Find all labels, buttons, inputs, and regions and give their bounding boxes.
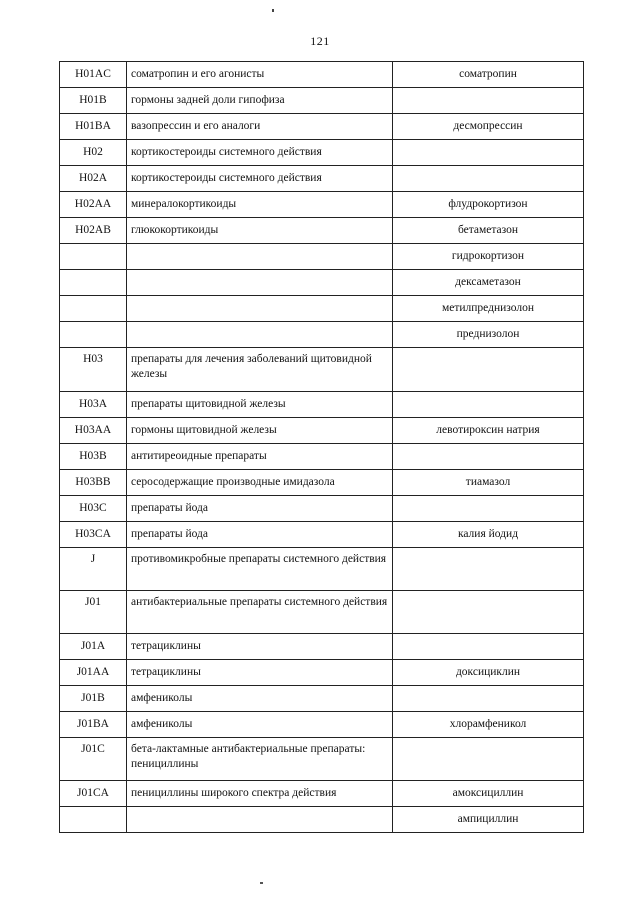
drug-name-cell: соматропин bbox=[393, 62, 584, 88]
page-number: 121 bbox=[310, 34, 330, 48]
drug-name-cell bbox=[393, 88, 584, 114]
table-row bbox=[60, 348, 584, 392]
table-row bbox=[60, 322, 584, 348]
table-row bbox=[60, 807, 584, 833]
drug-name-cell bbox=[393, 738, 584, 781]
group-name-cell: препараты йода bbox=[127, 522, 393, 548]
group-name-cell: бета-лактамные антибактериальные препараты: пенициллины bbox=[127, 738, 393, 781]
group-name-cell: противомикробные препараты системного действия bbox=[127, 548, 393, 591]
table-row bbox=[60, 88, 584, 114]
group-name-cell: глюкокортикоиды bbox=[127, 218, 393, 244]
table-row bbox=[60, 444, 584, 470]
atc-code-cell: H03B bbox=[60, 444, 127, 470]
group-name-cell: вазопрессин и его аналоги bbox=[127, 114, 393, 140]
atc-code-cell: H02AB bbox=[60, 218, 127, 244]
table-row bbox=[60, 496, 584, 522]
drug-name-cell bbox=[393, 348, 584, 392]
drug-name-cell: ампициллин bbox=[393, 807, 584, 833]
group-name-cell bbox=[127, 244, 393, 270]
drug-name-cell: амоксициллин bbox=[393, 781, 584, 807]
drug-name-cell bbox=[393, 392, 584, 418]
group-name-cell bbox=[127, 322, 393, 348]
table-row bbox=[60, 418, 584, 444]
drug-name-cell bbox=[393, 686, 584, 712]
atc-code-cell: H03A bbox=[60, 392, 127, 418]
scan-speck bbox=[272, 9, 274, 12]
group-name-cell: амфениколы bbox=[127, 686, 393, 712]
table-row bbox=[60, 218, 584, 244]
drug-name-cell: флудрокортизон bbox=[393, 192, 584, 218]
group-name-cell: соматропин и его агонисты bbox=[127, 62, 393, 88]
atc-code-cell bbox=[60, 244, 127, 270]
atc-code-cell: H03CA bbox=[60, 522, 127, 548]
atc-code-cell: J01 bbox=[60, 591, 127, 634]
drug-name-cell bbox=[393, 548, 584, 591]
group-name-cell: амфениколы bbox=[127, 712, 393, 738]
group-name-cell: препараты йода bbox=[127, 496, 393, 522]
atc-code-cell bbox=[60, 270, 127, 296]
scan-speck bbox=[260, 882, 263, 884]
table-row bbox=[60, 634, 584, 660]
atc-code-cell: H03BB bbox=[60, 470, 127, 496]
atc-drug-table bbox=[59, 61, 584, 833]
group-name-cell: гормоны щитовидной железы bbox=[127, 418, 393, 444]
atc-code-cell: H03 bbox=[60, 348, 127, 392]
atc-code-cell: H03C bbox=[60, 496, 127, 522]
atc-code-cell: J01AA bbox=[60, 660, 127, 686]
group-name-cell: гормоны задней доли гипофиза bbox=[127, 88, 393, 114]
atc-code-cell bbox=[60, 322, 127, 348]
drug-name-cell: калия йодид bbox=[393, 522, 584, 548]
drug-name-cell bbox=[393, 444, 584, 470]
group-name-cell: кортикостероиды системного действия bbox=[127, 140, 393, 166]
group-name-cell bbox=[127, 296, 393, 322]
table-row bbox=[60, 140, 584, 166]
table-row bbox=[60, 244, 584, 270]
group-name-cell: антитиреоидные препараты bbox=[127, 444, 393, 470]
drug-name-cell: тиамазол bbox=[393, 470, 584, 496]
group-name-cell: минералокортикоиды bbox=[127, 192, 393, 218]
drug-name-cell: хлорамфеникол bbox=[393, 712, 584, 738]
table-row bbox=[60, 712, 584, 738]
group-name-cell: антибактериальные препараты системного действия bbox=[127, 591, 393, 634]
atc-code-cell: J bbox=[60, 548, 127, 591]
atc-code-cell: J01C bbox=[60, 738, 127, 781]
drug-name-cell: преднизолон bbox=[393, 322, 584, 348]
atc-code-cell: H02A bbox=[60, 166, 127, 192]
drug-name-cell bbox=[393, 166, 584, 192]
drug-name-cell: доксициклин bbox=[393, 660, 584, 686]
group-name-cell: препараты щитовидной железы bbox=[127, 392, 393, 418]
atc-code-cell bbox=[60, 296, 127, 322]
table-row bbox=[60, 296, 584, 322]
atc-code-cell: H01B bbox=[60, 88, 127, 114]
atc-code-cell: J01CA bbox=[60, 781, 127, 807]
drug-name-cell bbox=[393, 591, 584, 634]
group-name-cell: серосодержащие производные имидазола bbox=[127, 470, 393, 496]
drug-name-cell: гидрокортизон bbox=[393, 244, 584, 270]
drug-name-cell bbox=[393, 634, 584, 660]
table-row bbox=[60, 548, 584, 591]
table-row bbox=[60, 192, 584, 218]
group-name-cell bbox=[127, 807, 393, 833]
table-row bbox=[60, 686, 584, 712]
group-name-cell: тетрациклины bbox=[127, 634, 393, 660]
drug-name-cell: метилпреднизолон bbox=[393, 296, 584, 322]
drug-name-cell bbox=[393, 496, 584, 522]
atc-code-cell: H03AA bbox=[60, 418, 127, 444]
group-name-cell: тетрациклины bbox=[127, 660, 393, 686]
table-row bbox=[60, 470, 584, 496]
group-name-cell: пенициллины широкого спектра действия bbox=[127, 781, 393, 807]
group-name-cell bbox=[127, 270, 393, 296]
atc-code-cell: H01AC bbox=[60, 62, 127, 88]
table-row bbox=[60, 166, 584, 192]
table-row bbox=[60, 392, 584, 418]
atc-code-cell bbox=[60, 807, 127, 833]
table-row bbox=[60, 738, 584, 781]
table-row bbox=[60, 62, 584, 88]
table-row bbox=[60, 660, 584, 686]
atc-code-cell: J01A bbox=[60, 634, 127, 660]
drug-name-cell: десмопрессин bbox=[393, 114, 584, 140]
atc-code-cell: H02 bbox=[60, 140, 127, 166]
atc-code-cell: H02AA bbox=[60, 192, 127, 218]
table-row bbox=[60, 270, 584, 296]
drug-name-cell bbox=[393, 140, 584, 166]
drug-name-cell: бетаметазон bbox=[393, 218, 584, 244]
table-row bbox=[60, 522, 584, 548]
drug-name-cell: дексаметазон bbox=[393, 270, 584, 296]
atc-code-cell: H01BA bbox=[60, 114, 127, 140]
table-row bbox=[60, 114, 584, 140]
atc-code-cell: J01BA bbox=[60, 712, 127, 738]
group-name-cell: препараты для лечения заболеваний щитовидной железы bbox=[127, 348, 393, 392]
atc-code-cell: J01B bbox=[60, 686, 127, 712]
group-name-cell: кортикостероиды системного действия bbox=[127, 166, 393, 192]
drug-name-cell: левотироксин натрия bbox=[393, 418, 584, 444]
table-row bbox=[60, 781, 584, 807]
table-row bbox=[60, 591, 584, 634]
